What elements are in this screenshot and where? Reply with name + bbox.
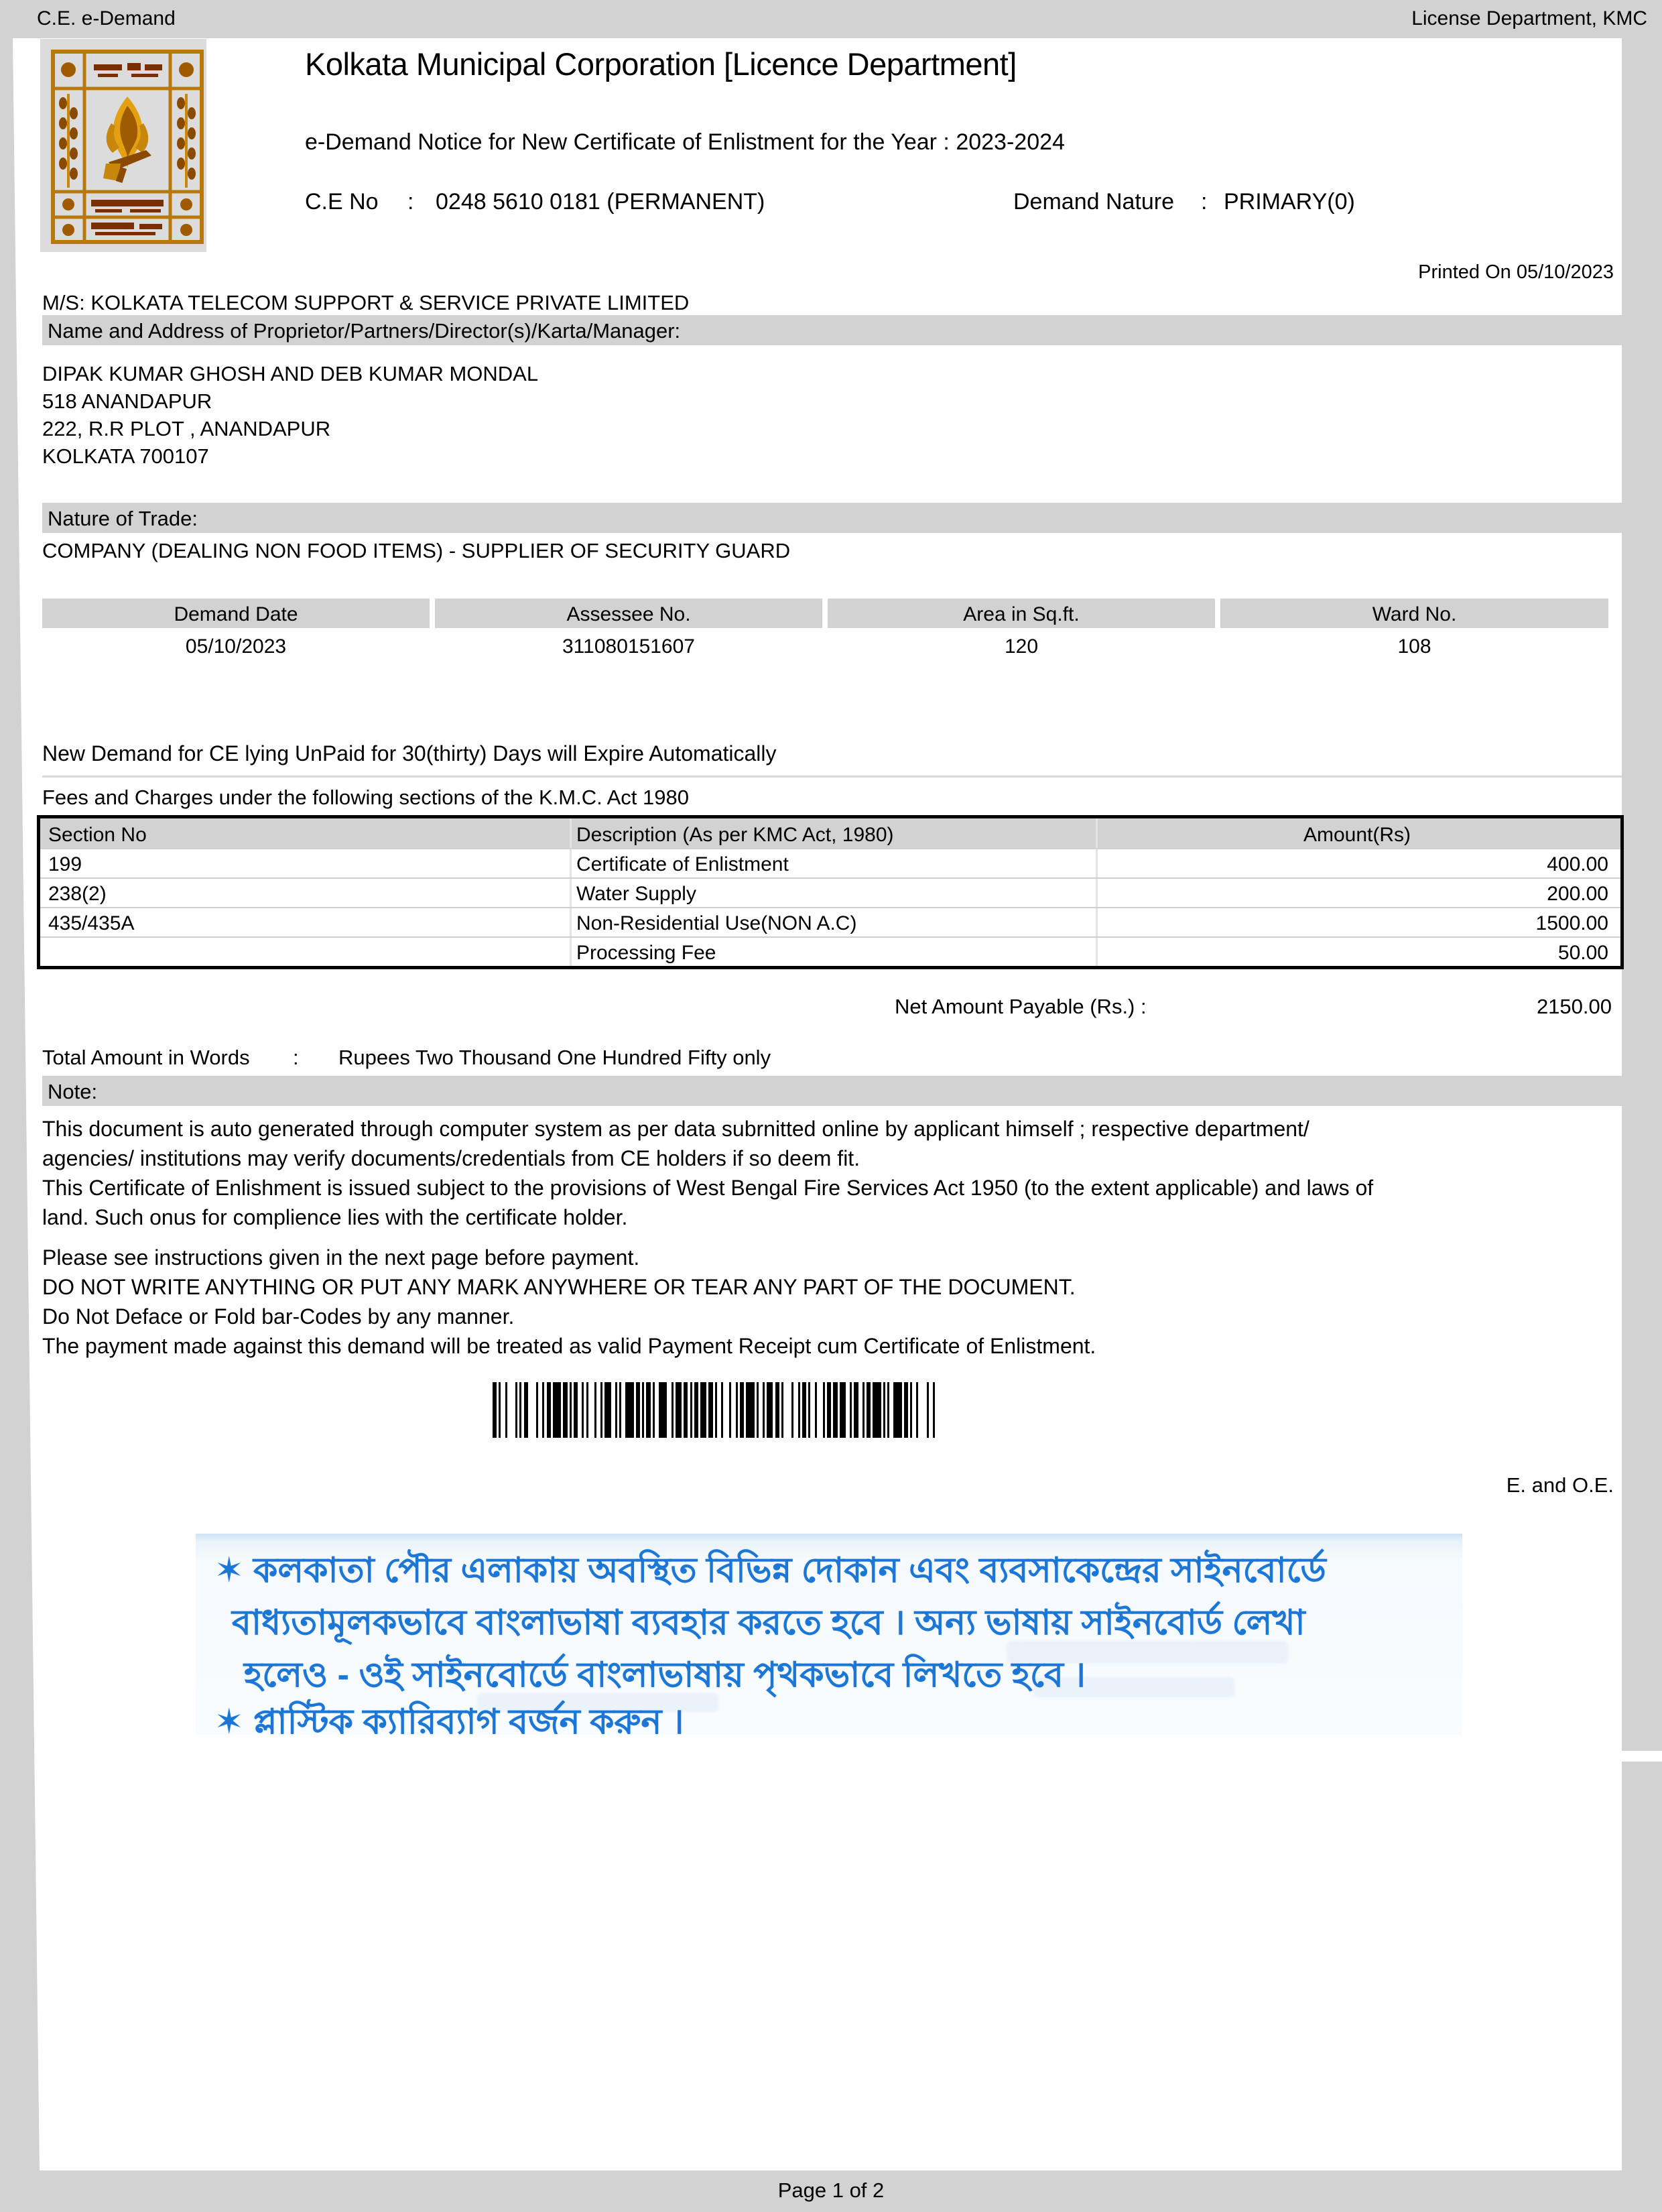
note-line: DO NOT WRITE ANYTHING OR PUT ANY MARK ANYWHERE OR TEAR ANY PART OF THE DOCUMENT. (42, 1275, 1076, 1299)
note-line: Do Not Deface or Fold bar-Codes by any manner. (42, 1304, 515, 1329)
separator-line (42, 776, 1622, 778)
assessee-header: Assessee No. (566, 603, 691, 625)
note-line: This document is auto generated through computer system as per data subrnitted online by applicant himself ; respective department/ (42, 1117, 1309, 1141)
fees-table (37, 815, 1624, 969)
fees-row-amount: 200.00 (1547, 883, 1608, 905)
note-line: land. Such onus for complience lies with the certificate holder. (42, 1205, 628, 1229)
assessee-value: 311080151607 (562, 635, 695, 658)
net-amount-value: 2150.00 (1536, 995, 1612, 1018)
fees-row-amount: 50.00 (1557, 942, 1608, 964)
ce-no-value: 0248 5610 0181 (PERMANENT) (436, 189, 765, 214)
fees-header-amount: Amount(Rs) (1303, 824, 1411, 846)
fees-row-section: 435/435A (48, 912, 135, 934)
document-subtitle: e-Demand Notice for New Certificate of Enlistment for the Year : 2023-2024 (305, 129, 1065, 155)
page-number: Page 1 of 2 (777, 2178, 885, 2202)
total-words-colon: : (293, 1046, 299, 1069)
demand-date-header: Demand Date (174, 603, 298, 625)
area-value-cell (828, 635, 1215, 662)
ward-value-cell (1220, 635, 1608, 662)
expiry-notice: New Demand for CE lying UnPaid for 30(thirty) Days will Expire Automatically (42, 741, 777, 765)
bengali-line: হলেও - ওই সাইনবোর্ডে বাংলাভাষায় পৃথকভাবে লিখতে হবে । (244, 1656, 1086, 1695)
right-margin-gap (1620, 1751, 1662, 1762)
kmc-emblem-icon (51, 50, 204, 244)
area-value: 120 (1004, 635, 1039, 658)
bengali-notice-block (196, 1534, 1462, 1741)
fees-row-section: 238(2) (48, 883, 107, 905)
note-line: The payment made against this demand will be treated as valid Payment Receipt cum Certificate of Enlistment. (42, 1334, 1096, 1358)
bengali-line: ✶ কলকাতা পৌর এলাকায় অবস্থিত বিভিন্ন দোকান এবং ব্যবসাকেন্দ্রের সাইনবোর্ডে (214, 1551, 1326, 1590)
right-margin-strip (1622, 38, 1662, 2170)
top-right-label: License Department, KMC (1411, 7, 1647, 29)
firm-name: M/S: KOLKATA TELECOM SUPPORT & SERVICE PRIVATE LIMITED (42, 291, 690, 314)
fees-row-amount: 1500.00 (1535, 912, 1608, 934)
ce-no-label: C.E No (305, 189, 379, 214)
demand-nature-colon: : (1201, 189, 1208, 214)
area-header: Area in Sq.ft. (963, 603, 1080, 625)
printed-on: Printed On 05/10/2023 (1418, 261, 1614, 283)
demand-nature-value: PRIMARY(0) (1224, 189, 1355, 214)
ward-header-cell (1220, 599, 1608, 628)
ward-value: 108 (1397, 635, 1431, 658)
footer-bar (0, 2170, 1662, 2212)
barcode (493, 1382, 938, 1438)
address-line: 222, R.R PLOT , ANANDAPUR (42, 417, 331, 440)
trade-value: COMPANY (DEALING NON FOOD ITEMS) - SUPPLIER OF SECURITY GUARD (42, 539, 791, 562)
area-header-cell (828, 599, 1215, 628)
eoe-label: E. and O.E. (1506, 1473, 1614, 1497)
total-words-label: Total Amount in Words (42, 1046, 250, 1069)
proprietor-line: DIPAK KUMAR GHOSH AND DEB KUMAR MONDAL (42, 362, 539, 385)
ce-no-colon: : (407, 189, 414, 214)
bengali-line: বাধ্যতামূলকভাবে বাংলাভাষা ব্যবহার করতে হবে । অন্য ভাষায় সাইনবোর্ড লেখা (232, 1603, 1305, 1642)
note-line: This Certificate of Enlishment is issued subject to the provisions of West Bengal Fire Services Act 1950 (to the extent applicable) and laws of (42, 1176, 1374, 1200)
net-amount-label: Net Amount Payable (Rs.) : (895, 995, 1147, 1018)
fees-header-section: Section No (48, 824, 147, 846)
demand-date-value-cell (42, 635, 430, 662)
note-line: Please see instructions given in the next page before payment. (42, 1245, 640, 1270)
demand-nature-label: Demand Nature (1013, 189, 1175, 214)
fees-row-description: Certificate of Enlistment (576, 853, 789, 875)
total-words-value: Rupees Two Thousand One Hundred Fifty only (338, 1046, 771, 1069)
fees-header-description: Description (As per KMC Act, 1980) (576, 824, 894, 846)
fees-row-section: 199 (48, 853, 82, 875)
proprietor-section-bar (42, 315, 1622, 345)
fees-row-amount: 400.00 (1547, 853, 1608, 875)
trade-section-bar (42, 503, 1622, 533)
left-margin-strip (0, 38, 40, 2170)
fees-row-description: Non-Residential Use(NON A.C) (576, 912, 857, 934)
note-line: agencies/ institutions may verify documents/credentials from CE holders if so deem fit. (42, 1146, 860, 1170)
ward-header: Ward No. (1372, 603, 1457, 625)
bengali-line: ✶ প্লাস্টিক ক্যারিব্যাগ বর্জন করুন । (214, 1703, 684, 1741)
top-left-label: C.E. e-Demand (37, 7, 176, 29)
assessee-header-cell (435, 599, 822, 628)
assessee-value-cell (435, 635, 822, 662)
trade-section-label: Nature of Trade: (48, 507, 198, 530)
note-section-bar (42, 1076, 1622, 1106)
document-title: Kolkata Municipal Corporation [Licence Department] (305, 46, 1017, 82)
fees-caption: Fees and Charges under the following sections of the K.M.C. Act 1980 (42, 786, 689, 809)
address-line: KOLKATA 700107 (42, 444, 209, 468)
fees-row-description: Water Supply (576, 883, 696, 905)
top-header-bar (0, 0, 1662, 38)
demand-date-header-cell (42, 599, 430, 628)
fees-row-description: Processing Fee (576, 942, 716, 964)
address-line: 518 ANANDAPUR (42, 389, 212, 413)
proprietor-section-label: Name and Address of Proprietor/Partners/Director(s)/Karta/Manager: (48, 319, 681, 343)
demand-date-value: 05/10/2023 (185, 635, 287, 658)
note-section-label: Note: (48, 1080, 98, 1103)
